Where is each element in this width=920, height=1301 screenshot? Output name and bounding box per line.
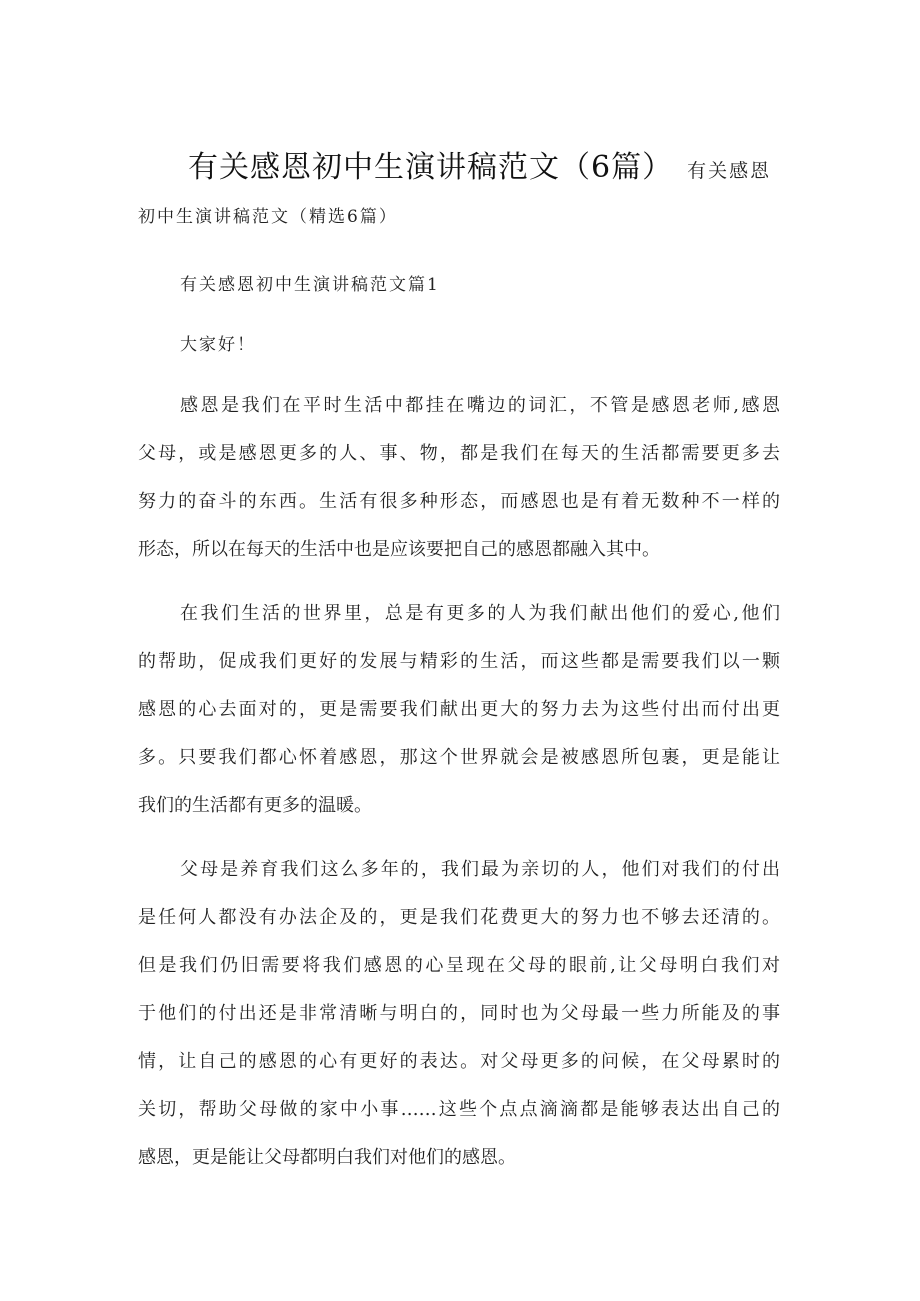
paragraph-line: 于他们的付出还是非常清晰与明白的，同时也为父母最一些力所能及的事 [138,1003,780,1024]
paragraph-line: 但是我们仍旧需要将我们感恩的心呈现在父母的眼前,让父母明白我们对 [138,955,780,976]
document-title [138,146,788,227]
title-line-1 [138,146,788,190]
paragraph-line: 的帮助，促成我们更好的发展与精彩的生活，而这些都是需要我们以一颗 [138,651,780,672]
section-heading: 有关感恩初中生演讲稿范文篇1 [180,275,440,295]
paragraph-line: 父母是养育我们这么多年的，我们最为亲切的人，他们对我们的付出 [180,859,780,880]
title-main-text: 有关感恩初中生演讲稿范文（6篇） [188,150,674,185]
paragraph-line: 情，让自己的感恩的心有更好的表达。对父母更多的问候，在父母累时的 [138,1051,780,1072]
paragraph-1 [138,382,780,574]
paragraph-line: 多。只要我们都心怀着感恩，那这个世界就会是被感恩所包裹，更是能让 [138,747,780,768]
paragraph-line: 努力的奋斗的东西。生活有很多种形态，而感恩也是有着无数种不一样的 [138,491,780,512]
paragraph-line: 感恩是我们在平时生活中都挂在嘴边的词汇，不管是感恩老师,感恩 [180,395,780,416]
paragraph-line: 在我们生活的世界里，总是有更多的人为我们献出他们的爱心,他们 [180,603,780,624]
paragraph-line: 父母，或是感恩更多的人、事、物，都是我们在每天的生活都需要更多去 [138,443,780,464]
paragraph-2 [138,590,780,830]
greeting-text: 大家好！ [180,335,256,355]
paragraph-line: 感恩的心去面对的，更是需要我们献出更大的努力去为这些付出而付出更 [138,699,780,720]
paragraph-3 [138,846,780,1182]
title-line-2: 初中生演讲稿范文（精选6篇） [138,207,398,227]
paragraph-line: 我们的生活都有更多的温暖。 [138,795,372,816]
paragraph-line: 是任何人都没有办法企及的，更是我们花费更大的努力也不够去还清的。 [138,907,780,928]
paragraph-line: 形态，所以在每天的生活中也是应该要把自己的感恩都融入其中。 [138,539,660,560]
paragraph-line: 关切，帮助父母做的家中小事……这些个点点滴滴都是能够表达出自己的 [138,1099,780,1120]
paragraph-line: 感恩，更是能让父母都明白我们对他们的感恩。 [138,1147,516,1168]
title-tail-text: 有关感恩 [687,160,772,182]
